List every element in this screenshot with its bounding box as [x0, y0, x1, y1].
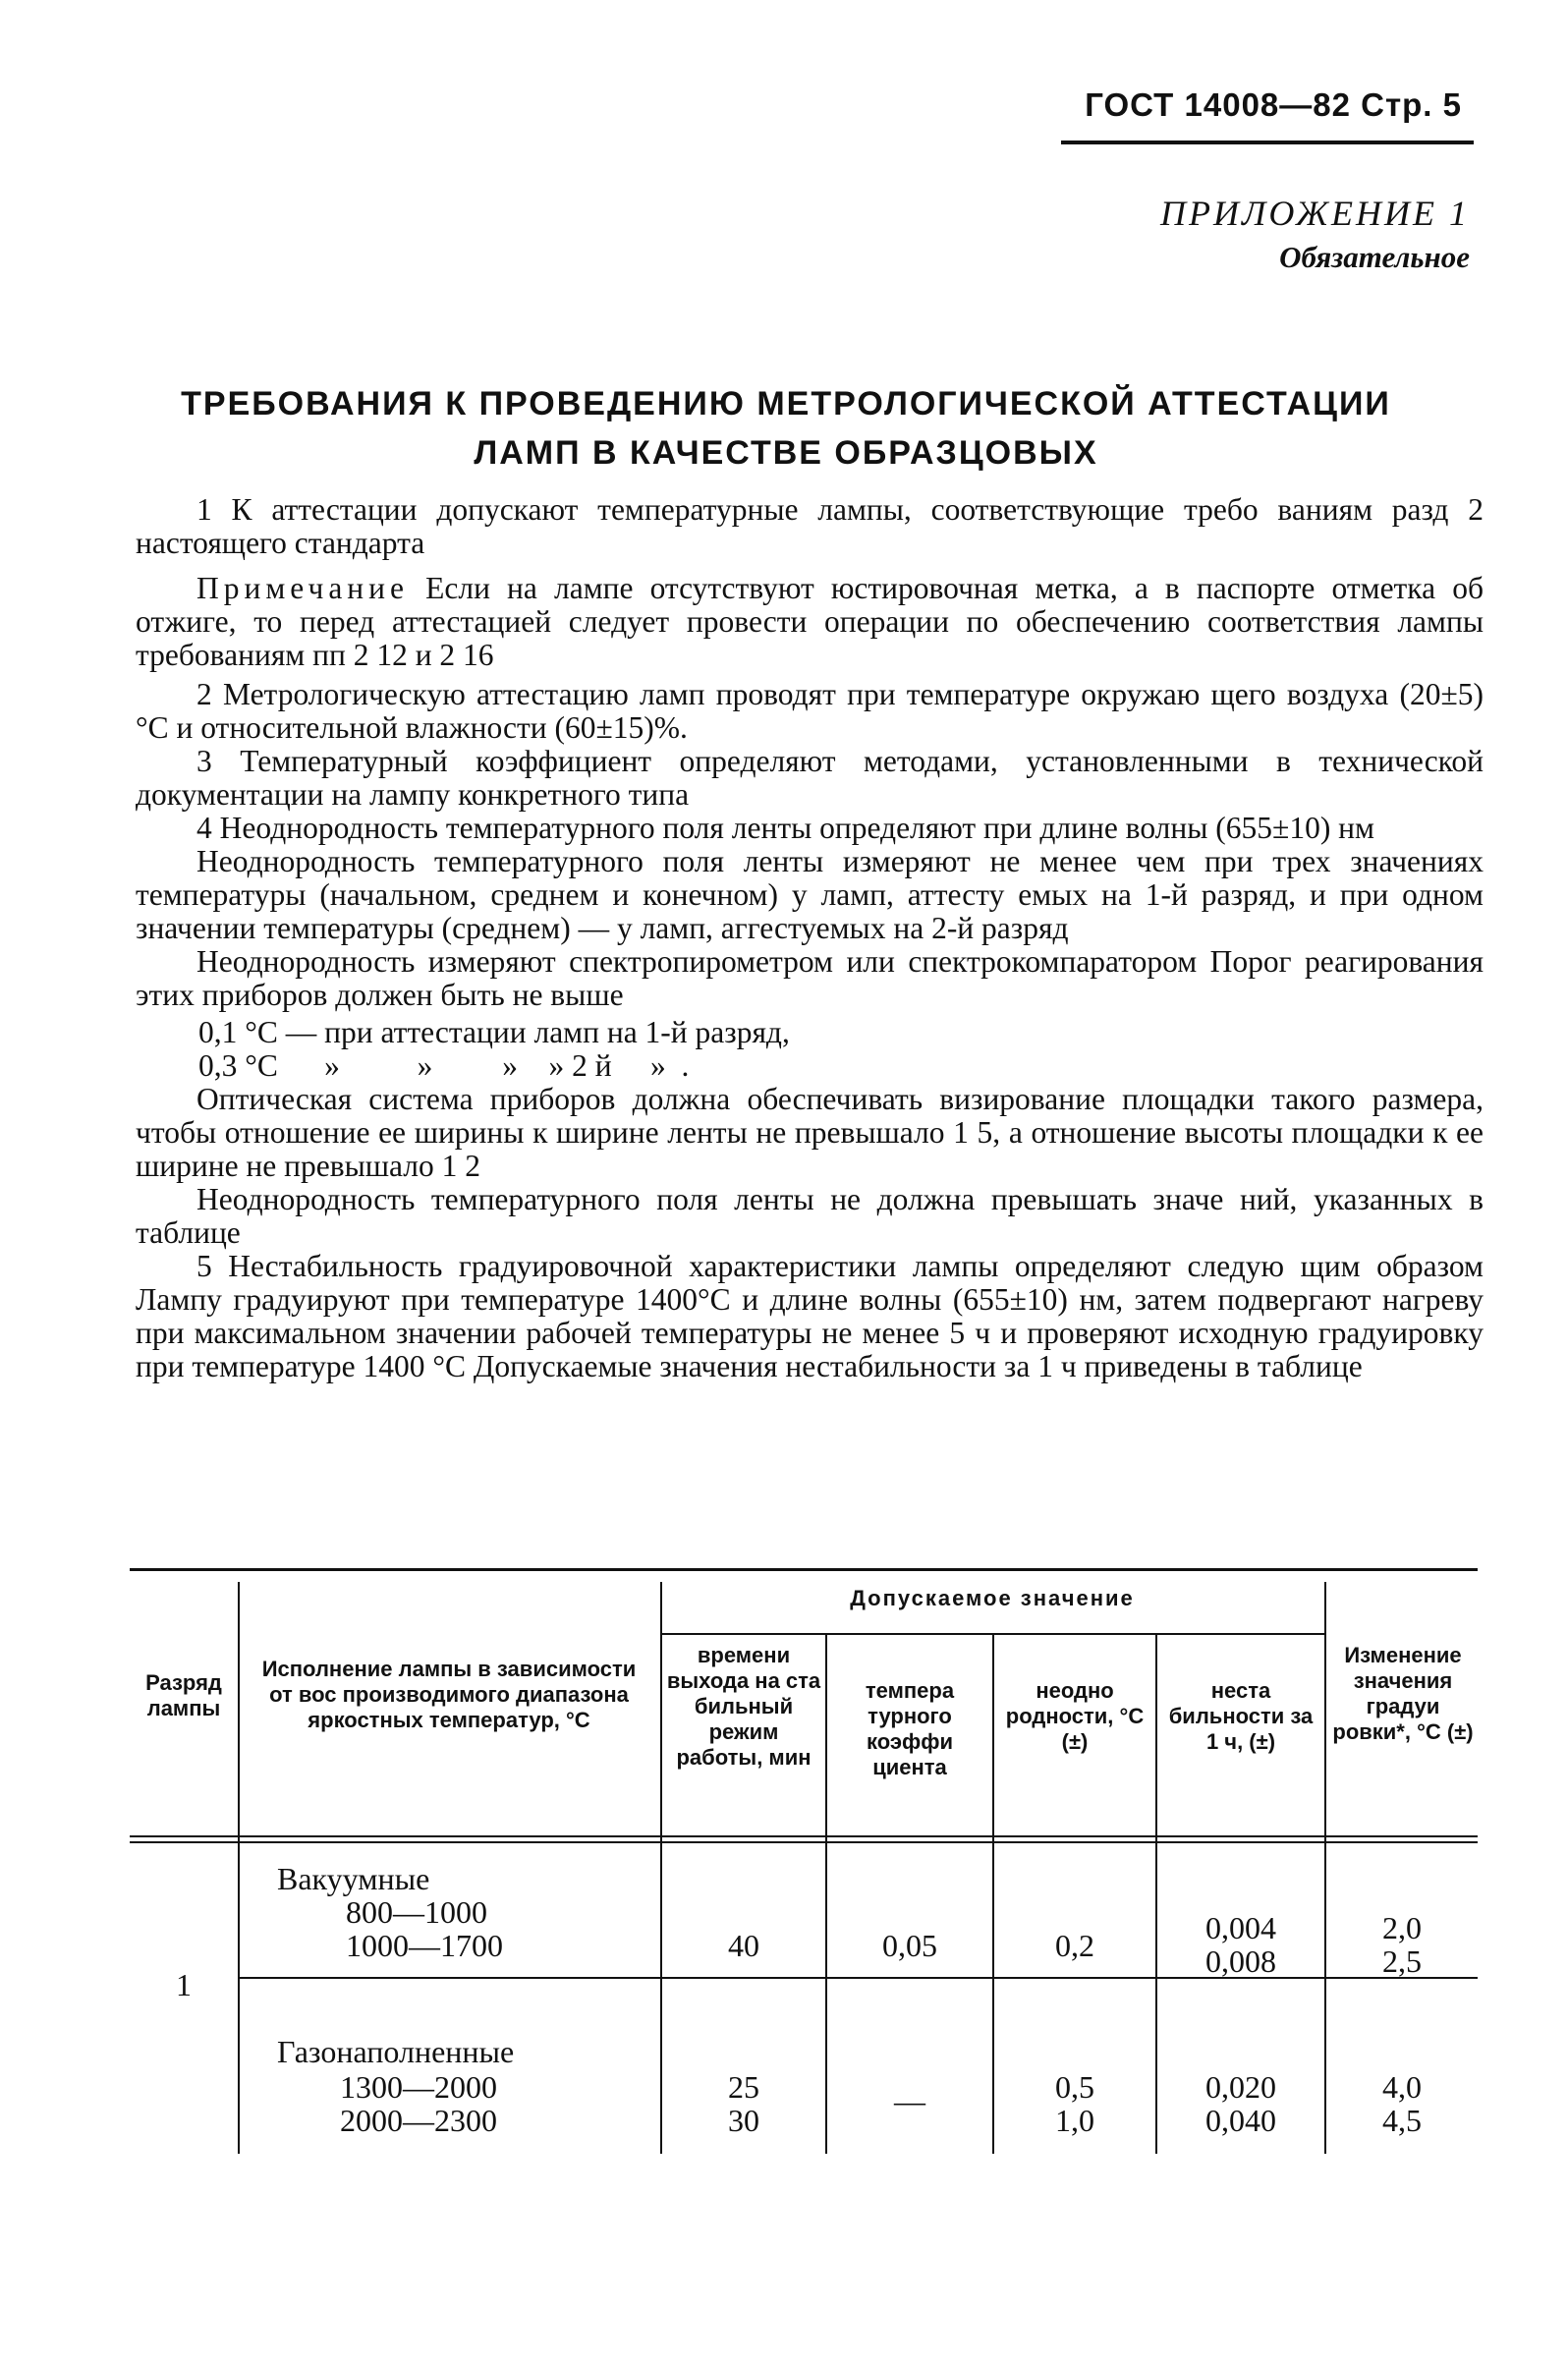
group1-range-2: 1000—1700: [346, 1928, 503, 1963]
paragraph-7: Оптическая система приборов должна обеспечивать визирование площадки такого размера, чтобы отношение ее ширины к ширине ленты не превышало 1 5, а отношение высоты площадки к ее ширине не превышало 1 2: [136, 1082, 1484, 1183]
group1-change-2: 2,5: [1382, 1943, 1422, 1979]
paragraph-9: 5 Нестабильность градуировочной характеристики лампы определяют следую щим образом Лампу градуируют при температуре 1400°С и длине волны (655±10) нм, затем подвергают нагреву при максимальном значении рабочей температуры не менее 5 ч и проверяют исходную градуировку при температуре 1400 °С Допускаемые значения нестабильности за 1 ч приведены в таблице: [136, 1249, 1484, 1383]
header-time: времени выхода на ста бильный режим работы, мин: [666, 1643, 821, 1770]
group1-nonuni: 0,2: [1055, 1928, 1094, 1963]
paragraph-5: Неоднородность температурного поля ленты измеряют не менее чем при трех значениях температуры (начальном, среднем и конечном) у ламп, аттесту емых на 1-й разряд, и при одном значении температуры (среднем) — у ламп, аггестуемых на 2-й разряд: [136, 844, 1484, 945]
header-grade: Разряд лампы: [145, 1670, 222, 1720]
paragraph-2: 2 Метрологическую аттестацию ламп проводят при температуре окружаю щего воздуха (20±5)°С и относительной влажности (60±15)%.: [136, 677, 1484, 745]
table-vline: [825, 1635, 827, 2154]
group2-change-2: 4,5: [1382, 2103, 1422, 2138]
body-text: [136, 493, 1484, 1383]
group2-range-1: 1300—2000: [340, 2069, 497, 2105]
header-version: Исполнение лампы в зависимости от вос производимого диапазона яркостных температур, °С: [261, 1657, 637, 1732]
header-instab: неста бильности за 1 ч, (±): [1168, 1678, 1314, 1754]
header-nonuni: неодно родности, °С (±): [1005, 1678, 1145, 1754]
note-text: Если на лампе отсутствуют юстировочная метка, а в паспорте отметка об отжиге, то перед аттестацией следует провести операции по обеспечению соответствия лампы требованиям пп 2 12 и 2 16: [136, 571, 1484, 672]
group1-name: Вакуумные: [277, 1861, 430, 1896]
table-group-rule: [660, 1633, 1324, 1635]
document-title: [138, 379, 1434, 478]
group2-nonuni-2: 1,0: [1055, 2103, 1094, 2138]
group1-time: 40: [728, 1928, 759, 1963]
group2-instab-1: 0,020: [1205, 2069, 1276, 2105]
appendix-status: Обязательное: [1279, 240, 1470, 274]
appendix-number: ПРИЛОЖЕНИЕ 1: [1160, 194, 1470, 233]
group1-instab-2: 0,008: [1205, 1943, 1276, 1979]
header-tempcoef: темпера турного коэффи циента: [865, 1678, 955, 1779]
table-vline: [238, 1582, 240, 2154]
title-line-2: ЛАМП В КАЧЕСТВЕ ОБРАЗЦОВЫХ: [474, 434, 1098, 472]
group2-instab-2: 0,040: [1205, 2103, 1276, 2138]
threshold-item-1: 0,1 °С — при аттестации ламп на 1-й разряд,: [198, 1015, 790, 1049]
group2-nonuni-1: 0,5: [1055, 2069, 1094, 2105]
header-change: Изменение значения градуи ровки*, °С (±): [1332, 1643, 1474, 1744]
group2-name: Газонаполненные: [277, 2034, 515, 2069]
table-vline: [1324, 1582, 1326, 2154]
threshold-item-2: 0,3 °С » » » » 2 й » .: [198, 1048, 690, 1083]
note-paragraph: [136, 572, 1484, 672]
paragraph-1: 1 К аттестации допускают температурные лампы, соответствующие требо ваниям разд 2 настоящего стандарта: [136, 492, 1484, 560]
group1-tempcoef: 0,05: [882, 1928, 937, 1963]
group1-range-1: 800—1000: [346, 1894, 487, 1930]
title-line-1: ТРЕБОВАНИЯ К ПРОВЕДЕНИЮ МЕТРОЛОГИЧЕСКОЙ АТТЕСТАЦИИ: [181, 385, 1391, 422]
group2-time-1: 25: [728, 2069, 759, 2105]
paragraph-4: 4 Неоднородность температурного поля ленты определяют при длине волны (655±10) нм: [196, 811, 1374, 845]
table-top-rule: [130, 1568, 1478, 1571]
note-label: Примечание: [196, 571, 410, 605]
group2-time-2: 30: [728, 2103, 759, 2138]
group2-range-2: 2000—2300: [340, 2103, 497, 2138]
header-group: Допускаемое значение: [850, 1586, 1135, 1610]
grade-value: 1: [176, 1967, 192, 2002]
threshold-list: [136, 1016, 1484, 1083]
table-vline: [660, 1582, 662, 2154]
paragraph-3: 3 Температурный коэффициент определяют методами, установленными в технической документации на лампу конкретного типа: [136, 744, 1484, 812]
appendix-label: [1160, 193, 1470, 275]
table-header-rule-2: [130, 1841, 1478, 1843]
page-header: ГОСТ 14008—82 Стр. 5: [1085, 86, 1462, 123]
group1-change-1: 2,0: [1382, 1910, 1422, 1945]
paragraph-8: Неоднородность температурного поля ленты не должна превышать значе ний, указанных в таблице: [136, 1182, 1484, 1250]
paragraph-6: Неоднородность измеряют спектропирометром или спектрокомпаратором Порог реагирования этих приборов должен быть не выше: [136, 944, 1484, 1012]
table-header-rule: [130, 1835, 1478, 1837]
group1-instab-1: 0,004: [1205, 1910, 1276, 1945]
header-rule: [1061, 141, 1474, 144]
group2-change-1: 4,0: [1382, 2069, 1422, 2105]
group2-tempcoef: —: [894, 2083, 925, 2118]
